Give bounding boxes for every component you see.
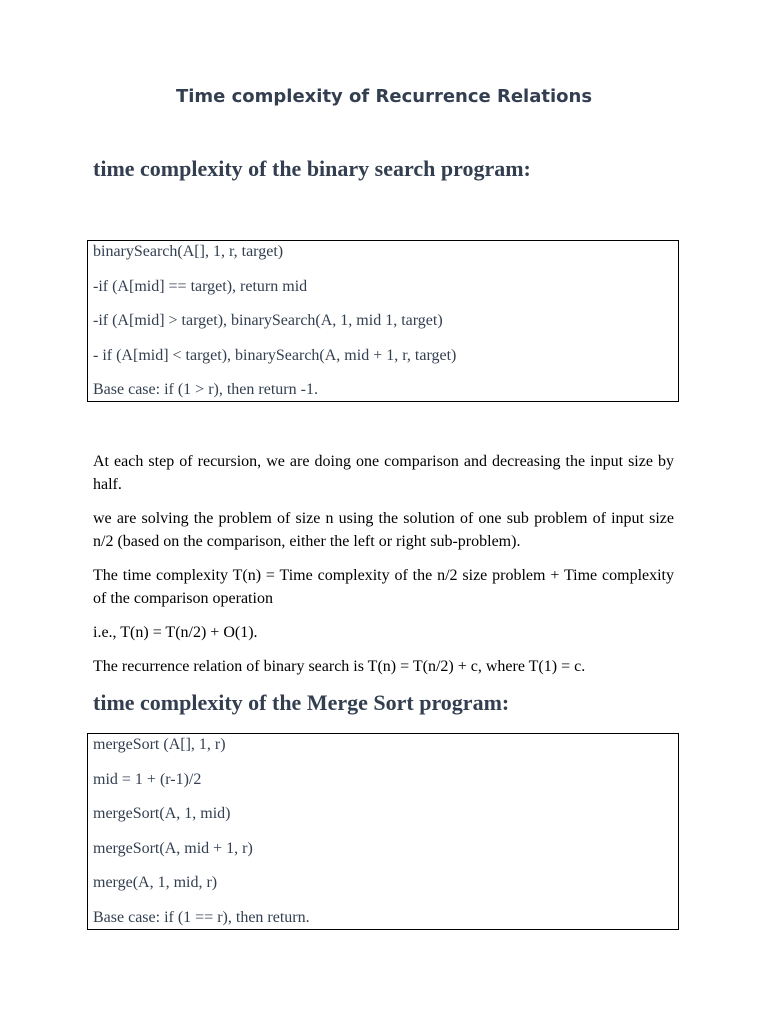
code-line: Base case: if (1 == r), then return. (93, 908, 310, 926)
code-line: binarySearch(A[], 1, r, target) (93, 243, 284, 260)
paragraph: The recurrence relation of binary search is T(n) = T(n/2) + c, where T(1) = c. (93, 658, 586, 675)
code-line: mergeSort(A, mid + 1, r) (93, 839, 253, 857)
merge-sort-code-box (87, 733, 679, 930)
code-line: -if (A[mid] > target), binarySearch(A, 1, mid 1, target) (93, 312, 443, 330)
merge-sort-heading: time complexity of the Merge Sort program: (93, 690, 510, 715)
paragraph: we are solving the problem of size n using the solution of one sub problem of input size n/2 (based on the comparison, either the left or right sub-problem). (93, 510, 674, 550)
code-line: - if (A[mid] < target), binarySearch(A, mid + 1, r, target) (93, 346, 457, 364)
paragraph: The time complexity T(n) = Time complexity of the n/2 size problem + Time complexity of the comparison operation (93, 567, 674, 607)
binary-search-heading: time complexity of the binary search program: (93, 156, 531, 181)
document-title: Time complexity of Recurrence Relations (175, 86, 593, 107)
code-line: merge(A, 1, mid, r) (93, 874, 218, 892)
code-line: Base case: if (1 > r), then return -1. (93, 381, 318, 399)
binary-search-explanation (93, 450, 674, 689)
code-line: mergeSort (A[], 1, r) (93, 736, 226, 753)
paragraph: i.e., T(n) = T(n/2) + O(1). (93, 624, 258, 641)
code-line: mid = 1 + (r-1)/2 (93, 770, 202, 788)
paragraph: At each step of recursion, we are doing one comparison and decreasing the input size by half. (93, 453, 674, 493)
binary-search-code-box (87, 240, 679, 402)
code-line: mergeSort(A, 1, mid) (93, 805, 231, 823)
code-line: -if (A[mid] == target), return mid (93, 277, 308, 295)
